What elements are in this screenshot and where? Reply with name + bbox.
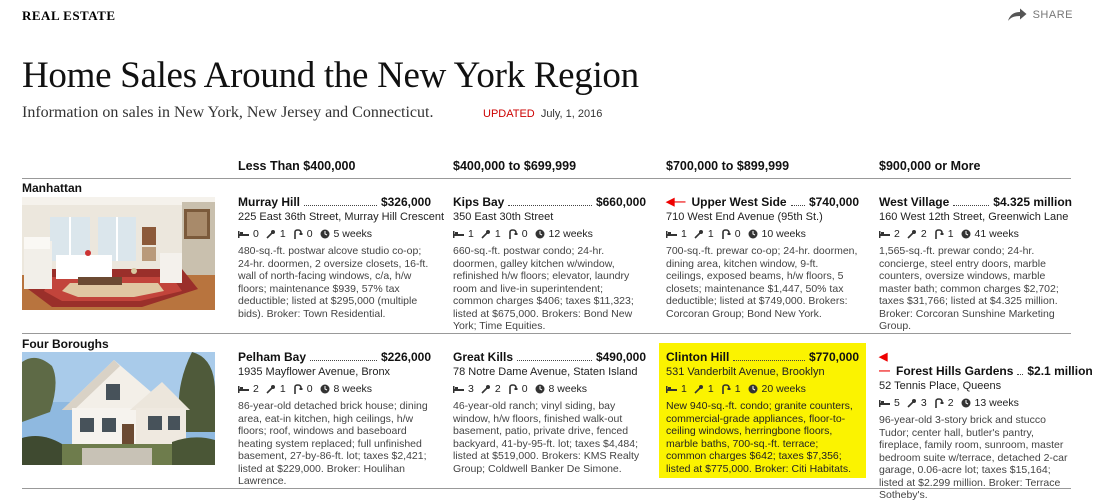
listing-price: $490,000 [595,350,646,364]
bed-icon [453,229,464,238]
clock-icon [748,384,758,394]
listing-description: 700-sq.-ft. prewar co-op; 24-hr. doormen, dining area, kitchen window, 9-ft. ceilings, exposed beams, h/w floors, 5 closets; maintenance $1,447, 50% tax deductible; listed at $749,000. Brokers: Corcoran Group; Bond New York. [666,245,858,320]
share-label: SHARE [1032,9,1073,21]
bed-count: 0 [253,227,259,240]
listing-stats [453,382,646,395]
listing-price: $770,000 [808,350,859,364]
bath-count: 1 [279,382,286,395]
listing-address: 78 Notre Dame Avenue, Staten Island [453,366,638,378]
clock-icon [961,229,971,239]
time-on-market: 10 weeks [761,227,806,240]
share-button[interactable] [1007,8,1073,22]
bath-icon [481,229,491,239]
dotted-leader [304,205,377,206]
section-label[interactable]: REAL ESTATE [22,8,116,23]
bath-count: 1 [279,227,286,240]
clock-icon [961,398,971,408]
clock-icon [748,229,758,239]
page-subtitle: Information on sales in New York, New Jersey and Connecticut. [22,104,434,121]
listing-stats [238,382,431,395]
listing-card[interactable] [879,350,1093,502]
row-label-four-boroughs: Four Boroughs [22,337,109,351]
dotted-leader [310,360,377,361]
bath-count: 2 [920,227,927,240]
listing-neighborhood[interactable]: Kips Bay [453,195,505,209]
half-bath-count: 0 [521,227,528,240]
bed-count: 5 [894,396,900,409]
bath-count: 1 [707,382,714,395]
column-header-900k-plus: $900,000 or More [879,159,981,173]
page-title: Home Sales Around the New York Region [22,55,639,96]
listing-description: New 940-sq.-ft. condo; granite counters, commercial-grade appliances, floor-to-ceiling windows, herringbone floors, marble baths, 700-sq.-ft. terrace; common charges $642; taxes $7,356; listed at $775,000. Broker: Citi Habitats. [666,400,853,475]
bath-icon [694,384,704,394]
listing-address: 531 Vanderbilt Avenue, Brooklyn [666,366,825,378]
listing-address: 52 Tennis Place, Queens [879,380,1002,392]
listing-description: 86-year-old detached brick house; dining area, eat-in kitchen, high ceilings, h/w floors; roof, windows and baseboard heating system replaced; full unfinished basement, 27-by-86-ft. lot; taxes $2,421; listed at $229,000. Broker: Houlihan Lawrence. [238,400,428,487]
clock-icon [320,384,330,394]
time-on-market: 13 weeks [974,396,1019,409]
listing-address: 710 West End Avenue (95th St.) [666,211,823,223]
bed-icon [238,384,249,393]
half-bath-icon [508,384,518,394]
clock-icon [320,229,330,239]
bath-icon [266,229,276,239]
listing-price: $740,000 [808,195,859,209]
red-arrow-icon: ◀— [666,196,686,208]
row-label-manhattan: Manhattan [22,181,82,195]
half-bath-icon [293,384,303,394]
listing-description: 480-sq.-ft. postwar alcove studio co-op; 24-hr. doormen, 2 oversize closets, 16-ft. wall of north-facing windows, c/a, h/w floors; maintenance $939, 57% tax deductible; listed at $295,000 (multiple bids). Broker: Town Residential. [238,245,429,320]
listing-price: $4.325 million [993,195,1072,209]
listing-neighborhood[interactable]: Pelham Bay [238,350,307,364]
red-arrow-icon: ◀— [879,351,890,377]
listing-stats [879,396,1072,409]
bath-count: 1 [494,227,501,240]
time-on-market: 12 weeks [548,227,593,240]
bath-count: 2 [494,382,501,395]
share-arrow-icon [1007,8,1027,22]
bed-count: 2 [253,382,259,395]
dotted-leader [733,360,805,361]
half-bath-icon [934,398,944,408]
listing-card[interactable] [453,350,646,475]
listing-card-highlighted[interactable] [659,343,866,478]
listing-address: 225 East 36th Street, Murray Hill Crescent [238,211,445,223]
half-bath-count: 0 [306,227,313,240]
bed-count: 1 [681,382,687,395]
time-on-market: 20 weeks [761,382,806,395]
listing-neighborhood[interactable]: Forest Hills Gardens [896,364,1014,378]
column-header-400k-700k: $400,000 to $699,999 [453,159,577,173]
listing-stats [666,382,859,395]
dotted-leader [1017,374,1023,375]
listing-address: 1935 Mayflower Avenue, Bronx [238,366,391,378]
listing-card[interactable] [879,195,1072,333]
bath-icon [694,229,704,239]
listing-price: $226,000 [380,350,431,364]
house-exterior-photo[interactable] [22,352,215,465]
listing-neighborhood[interactable]: Upper West Side [691,195,787,209]
listing-address: 160 West 12th Street, Greenwich Lane [879,211,1069,223]
listing-neighborhood[interactable]: Great Kills [453,350,514,364]
listing-card[interactable] [238,195,445,320]
half-bath-icon [293,229,303,239]
half-bath-count: 1 [734,382,741,395]
listing-stats [879,227,1072,240]
dotted-leader [517,360,592,361]
listing-card[interactable] [238,350,431,488]
listing-card[interactable] [666,195,859,320]
listing-card[interactable] [453,195,646,333]
clock-icon [535,229,545,239]
time-on-market: 8 weeks [548,382,588,395]
listing-description: 660-sq.-ft. postwar condo; 24-hr. doormen, galley kitchen w/window, refinished h/w floors; elevator, laundry room and live-in superintendent; common charges $406; taxes $11,323; listed at $675,000. Brokers: Bond New York; Time Equities. [453,245,634,332]
half-bath-count: 0 [521,382,528,395]
listing-description: 1,565-sq.-ft. prewar condo; 24-hr. concierge, steel entry doors, marble counters, oversize windows, marble master bath; common charges $2,702; taxes $31,766; listed at $4.325 million. Broker: Corcoran Sunshine Marketing Group. [879,245,1059,332]
living-room-photo[interactable] [22,197,215,310]
bath-icon [481,384,491,394]
divider [22,178,1071,179]
time-on-market: 41 weeks [974,227,1019,240]
bath-count: 1 [707,227,714,240]
dotted-leader [508,205,592,206]
half-bath-icon [934,229,944,239]
updated-date: July, 1, 2016 [540,108,603,120]
listing-stats [238,227,431,240]
divider [22,333,1071,334]
half-bath-icon [721,384,731,394]
listing-neighborhood[interactable]: Murray Hill [238,195,301,209]
column-header-under-400k: Less Than $400,000 [238,159,356,173]
listing-stats [453,227,646,240]
time-on-market: 8 weeks [333,382,373,395]
column-header-700k-900k: $700,000 to $899,999 [666,159,790,173]
half-bath-icon [721,229,731,239]
bath-count: 3 [920,396,927,409]
listing-price: $326,000 [380,195,431,209]
time-on-market: 5 weeks [333,227,373,240]
bed-icon [879,398,890,407]
bed-count: 1 [468,227,474,240]
listing-stats [666,227,859,240]
bed-count: 1 [681,227,687,240]
dotted-leader [953,205,989,206]
listing-description: 96-year-old 3-story brick and stucco Tudor; center hall, butler's pantry, fireplace, family room, sunroom, master bedroom suite w/terrace, detached 2-car garage, 0.06-acre lot; taxes $15,164; listed at $2.299 million. Broker: Terrace Sotheby's. [879,414,1068,501]
updated-stamp [483,108,602,120]
bed-icon [238,229,249,238]
dotted-leader [791,205,805,206]
listing-address: 350 East 30th Street [453,211,554,223]
half-bath-count: 2 [947,396,954,409]
listing-price: $660,000 [595,195,646,209]
bed-icon [666,229,677,238]
listing-neighborhood[interactable]: Clinton Hill [666,350,730,364]
bed-count: 2 [894,227,900,240]
clock-icon [535,384,545,394]
listing-neighborhood[interactable]: West Village [879,195,950,209]
half-bath-icon [508,229,518,239]
bed-icon [879,229,890,238]
bed-icon [666,384,677,393]
bed-icon [453,384,464,393]
listing-description: 46-year-old ranch; vinyl siding, bay window, h/w floors, finished walk-out basement, patio, private drive, fenced backyard, 41-by-95-ft. lot; taxes $4,484; listed at $519,000. Brokers: KMS Realty Group; Coldwell Banker De Simone. [453,400,640,475]
half-bath-count: 0 [306,382,313,395]
updated-label: UPDATED [483,108,535,120]
bed-count: 3 [468,382,474,395]
bath-icon [907,398,917,408]
bath-icon [907,229,917,239]
half-bath-count: 1 [947,227,954,240]
bath-icon [266,384,276,394]
half-bath-count: 0 [734,227,741,240]
listing-price: $2.1 million [1027,364,1093,378]
